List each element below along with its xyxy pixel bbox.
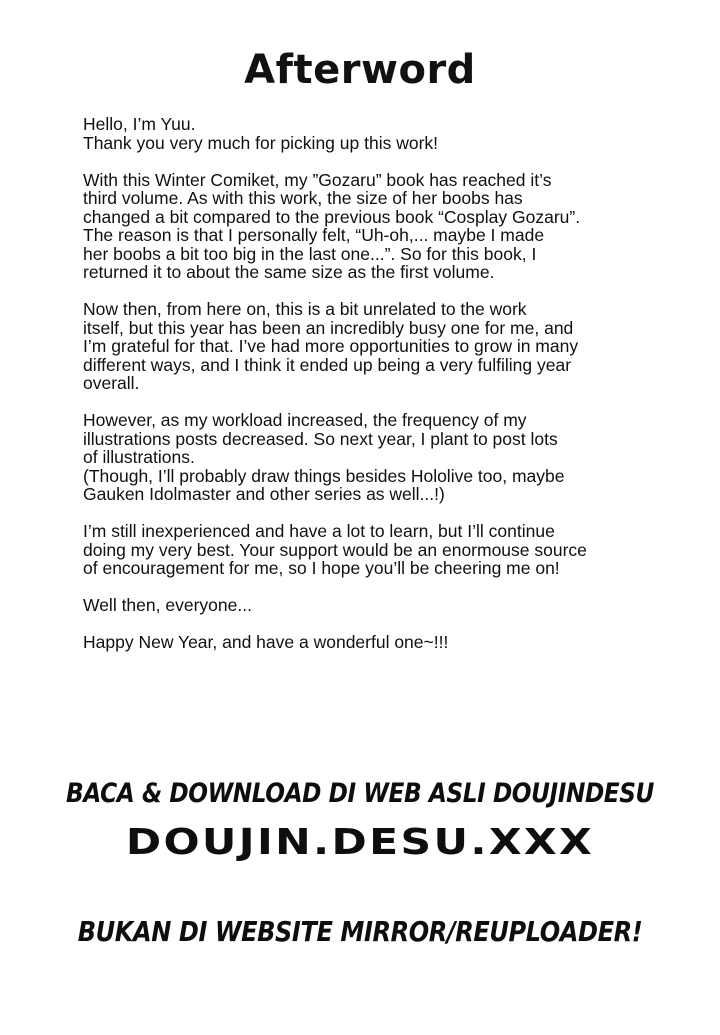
paragraph-new-year: Happy New Year, and have a wonderful one~!!! <box>83 632 449 652</box>
paragraph-support: I’m still inexperienced and have a lot to learn, but I’ll continue doing my very best. Your support would be an enormouse source of encouragement for me, so I hope you’ll be cheering me on! <box>83 521 587 578</box>
watermark-mirror-warning: BUKAN DI WEBSITE MIRROR/REUPLOADER! <box>77 915 643 948</box>
watermark-site-url: DOUJIN.DESU.XXX <box>125 822 595 863</box>
paragraph-greeting: Hello, I’m Yuu. Thank you very much for picking up this work! <box>83 114 439 153</box>
watermark-download-notice: BACA & DOWNLOAD DI WEB ASLI DOUJINDESU <box>66 778 654 809</box>
paragraph-farewell: Well then, everyone... <box>83 595 252 615</box>
paragraph-year: Now then, from here on, this is a bit unrelated to the work itself, but this year has been an incredibly busy one for me, and I’m grateful for that. I’ve had more opportunities to grow in many different ways, and I think it ended up being a very fulfiling year overall. <box>83 299 579 393</box>
paragraph-illustrations: However, as my workload increased, the frequency of my illustrations posts decreased. So next year, I plant to post lots of illustrations. (Though, I’ll probably draw things besides Hololive too, maybe Gauken Idolmaster and other series as well...!) <box>83 410 565 504</box>
page-title: Afterword <box>244 47 476 93</box>
afterword-body <box>83 115 663 670</box>
paragraph-volume: With this Winter Comiket, my ”Gozaru” book has reached it’s third volume. As with this work, the size of her boobs has changed a bit compared to the previous book “Cosplay Gozaru”. The reason is that I personally felt, “Uh-oh,... maybe I made her boobs a bit too big in the last one...”. So for this book, I returned it to about the same size as the first volume. <box>83 169 581 282</box>
